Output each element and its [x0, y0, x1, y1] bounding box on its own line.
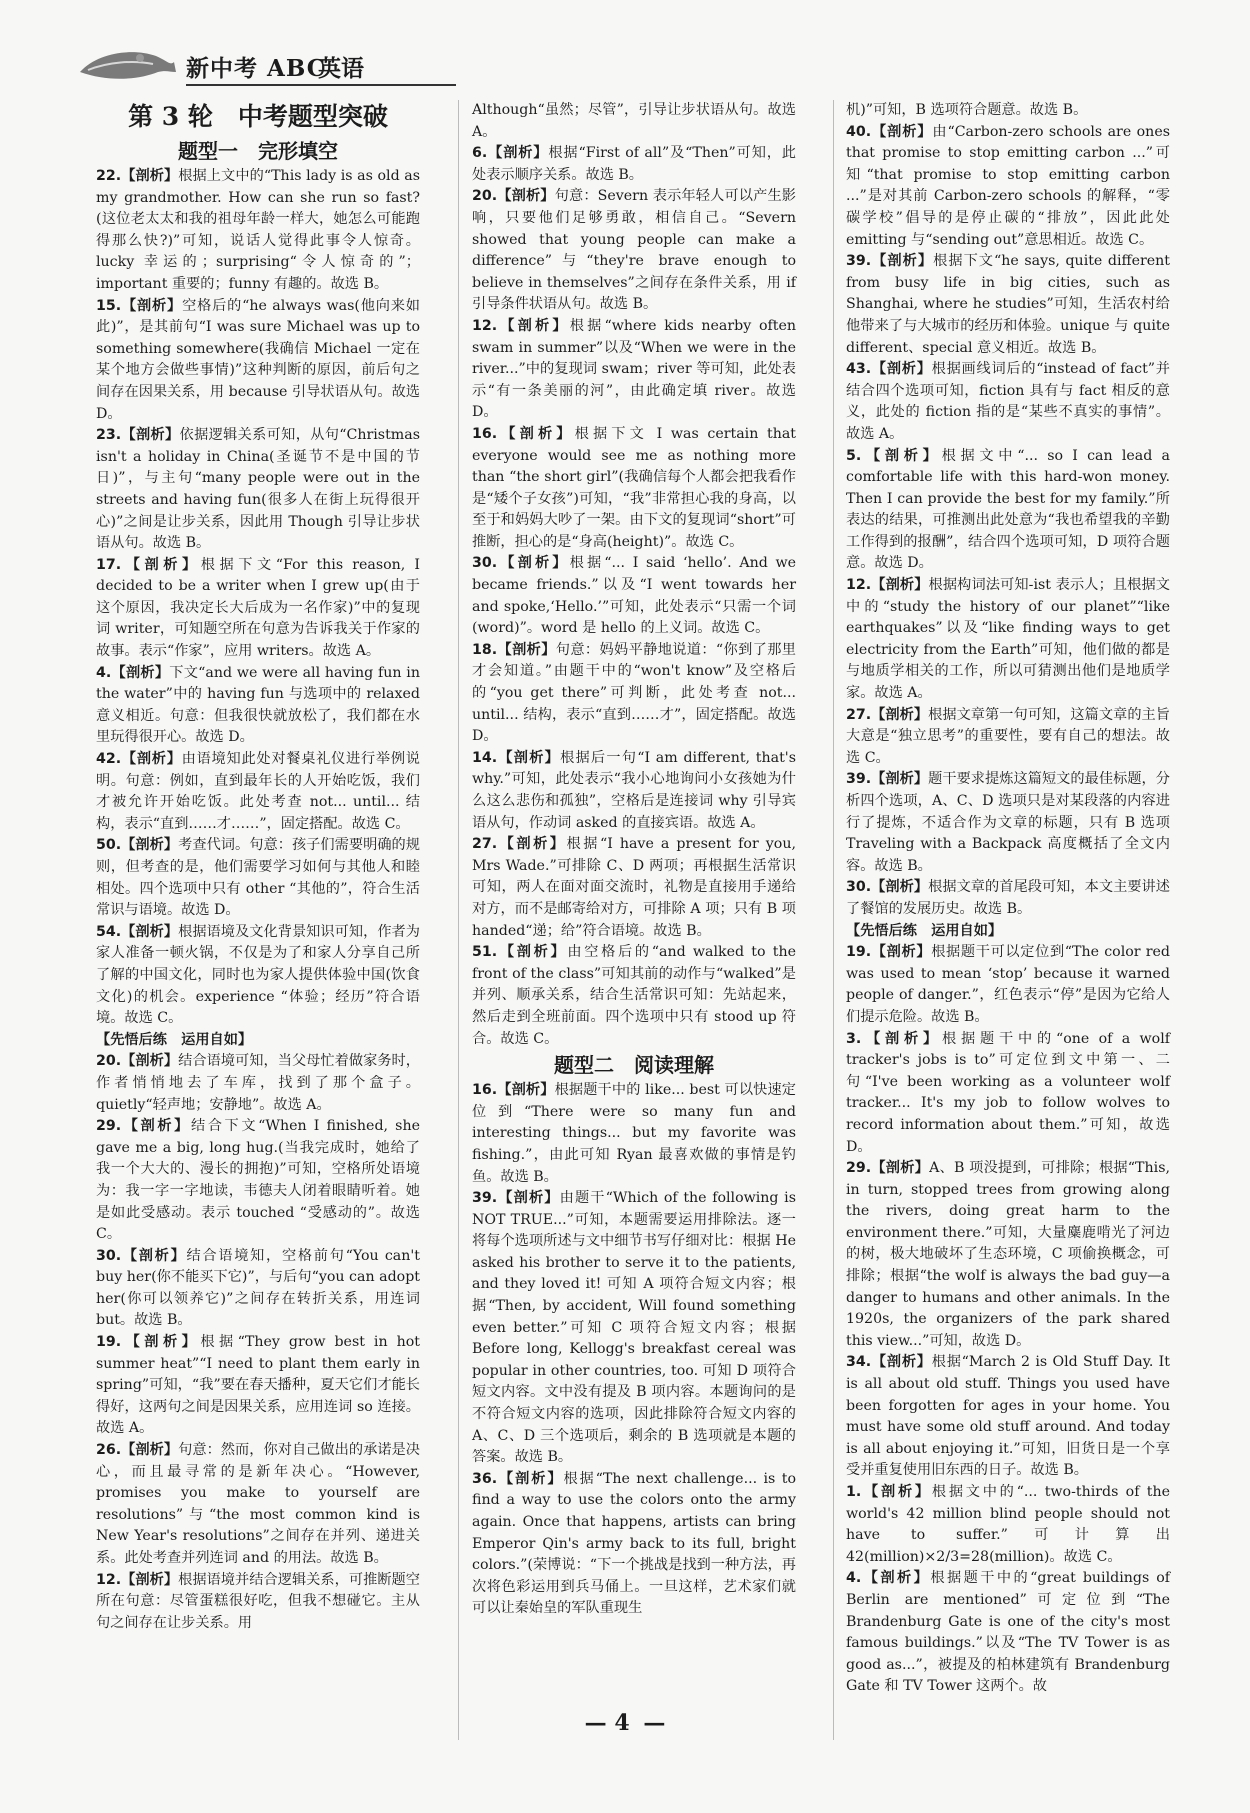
question-number: 20.	[96, 1053, 122, 1070]
answer-entry	[846, 1158, 1170, 1352]
practice-section-label: 【先悟后练 运用自如】	[96, 1031, 253, 1048]
analysis-text: 根据“... I said ‘hello’. And we became friends.”以及“I went towards her and spoke,‘Hello.’”可知，此处表示“只需一个词(word)”。word 是 hello 的上义词。故选 C。	[472, 555, 796, 637]
answer-entry	[472, 942, 796, 1050]
analysis-tag: 【剖析】	[121, 1053, 179, 1070]
analysis-tag: 【剖析】	[871, 361, 932, 378]
analysis-text: 结合语境知，空格前句“You can't buy her(你不能买下它)”，与后句“you can adopt her(你可以领养它)”之间存在转折关系，用连词 but。故选 B。	[96, 1247, 420, 1329]
analysis-text: 空格后的“he always was(他向来如此)”，是其前句“I was sure Michael was up to something somewhere(我确信 Michael 一定在某个地方会做些事情)”这种判断的原因，前后句之间存在因果关系，用 because 引导状语从句。故选 D。	[96, 297, 420, 422]
analysis-tag: 【剖析】	[871, 771, 929, 788]
answer-entry	[96, 1051, 420, 1116]
question-number: 12.	[96, 1571, 122, 1588]
analysis-text: A、B 项没提到，可排除；根据“This, in turn, stopped trees from growing along the rivers, doing great harm to the environment there.”可知，大量麋鹿啃光了河边的树，极大地破坏了生态环境，C 项偷换概念，可排除；根据“the wolf is always the bad guy—a danger to humans and other animals. In the 1920s, the organizers of the park shared this view...”可知，故选 D。	[846, 1160, 1170, 1349]
page-number: 4	[614, 1710, 636, 1736]
column-2	[472, 100, 796, 1620]
question-number: 23.	[96, 427, 122, 444]
analysis-text: 根据题干中的“great buildings of Berlin are mentioned”可定位到“The Brandenburg Gate is one of the city's most famous buildings.”以及“The TV Tower is as good as...”，被提及的柏林建筑有 Brandenburg Gate 和 TV Tower 这两个。故	[846, 1570, 1170, 1695]
analysis-tag: 【剖析】	[487, 145, 549, 162]
answer-entry	[846, 1352, 1170, 1482]
analysis-text: 由语境知此处对餐桌礼仪进行举例说明。句意：例如，直到最年长的人开始吃饭，我们才被允许开始吃饭。此处考查 not... until... 结构，表示“直到……才……”，固定搭配。故选 C。	[96, 751, 420, 832]
analysis-tag: 【剖析】	[121, 297, 183, 314]
analysis-tag: 【剖析】	[861, 1570, 931, 1587]
analysis-tag: 【剖析】	[121, 837, 179, 854]
answer-entry	[472, 834, 796, 942]
analysis-tag: 【剖析】	[861, 447, 942, 464]
analysis-tag: 【剖析】	[121, 1442, 179, 1459]
analysis-tag: 【剖析】	[121, 1334, 201, 1351]
question-number: 4.	[96, 664, 112, 681]
analysis-tag: 【剖析】	[121, 427, 180, 444]
analysis-text: 根据文章的首尾段可知，本文主要讲述了餐馆的发展历史。故选 B。	[846, 879, 1170, 917]
analysis-tag: 【剖析】	[861, 1030, 943, 1047]
answer-entry	[96, 663, 420, 749]
analysis-text: 根据文章第一句可知，这篇文章的主旨大意是“独立思考”的重要性，要有自己的想法。故选 C。	[846, 706, 1170, 766]
question-number: 30.	[472, 555, 498, 572]
question-number: 22.	[96, 168, 122, 184]
analysis-tag: 【剖析】	[871, 253, 934, 270]
analysis-tag: 【剖析】	[121, 1118, 191, 1135]
question-number: 6.	[472, 145, 488, 162]
answer-entry	[472, 1188, 796, 1469]
answer-entry	[96, 425, 420, 555]
page-footer: — 4 —	[584, 1710, 666, 1736]
analysis-text: 根据“They grow best in hot summer heat”“I need to plant them early in spring”可知，“我”要在春天播种，夏天它们才能长得好，这两句之间是因果关系，应用连词 so 连接。故选 A。	[96, 1334, 420, 1437]
answer-entry	[96, 1570, 420, 1635]
question-number: 17.	[96, 556, 122, 573]
answer-entry	[472, 424, 796, 554]
analysis-text: 根据“I have a present for you, Mrs Wade.”可排除 C、D 两项；再根据生活常识可知，两人在面对面交流时，礼物是直接用手递给对方，而不是邮寄给对方，可排除 A 项；只有 B 项 handed“递；给”符合语境。故选 B。	[472, 836, 796, 939]
analysis-text: 根据“The next challenge... is to find a way to use the colors onto the army again. Once that happens, artists can bring Emperor Qin's army back to its full, bright colors.”(荣博说：“下一个挑战是找到一种方法，再次将色彩运用到兵马俑上。一旦这样，艺术家们就可以让秦始皇的军队重现生	[472, 1470, 796, 1617]
practice-section-label: 【先悟后练 运用自如】	[846, 922, 1003, 939]
analysis-text: 根据题干可以定位到“The color red was used to mean ‘stop’ because it warned people of danger.”，红色表示“停”是因为它给人们提示危险。故选 B。	[846, 944, 1170, 1025]
analysis-tag: 【剖析】	[871, 944, 932, 961]
question-number: 54.	[96, 923, 122, 940]
analysis-text: 根据语境及文化背景知识可知，作者为家人准备一顿火锅，不仅是为了和家人分享自己所了解的中国文化，同时也为家人提供体验中国(饮食文化)的机会。experience “体验；经历”符合语境。故选 C。	[96, 923, 420, 1027]
question-number: 34.	[846, 1354, 872, 1371]
analysis-text: 句意：然而，你对自己做出的承诺是决心，而且最寻常的是新年决心。“However, promises you make to yourself are resolutions”与“the most common kind is New Year's resolutions”之间存在并列、递进关系。此处考查并列连词 and 的用法。故选 B。	[96, 1442, 420, 1566]
question-number: 4.	[846, 1570, 862, 1587]
analysis-tag: 【剖析】	[497, 1190, 560, 1207]
analysis-text: 由题干“Which of the following is NOT TRUE...”可知，本题需要运用排除法。逐一将每个选项所述与文中细节书写仔细对比：根据 He asked his brother to serve it to the patients, and they loved it! 可知 A 项符合短文内容；根据“Then, by accident, Will found something even better.”可知 C 项符合短文内容；根据 Before long, Kellogg's breakfast cereal was popular in other countries, too. 可知 D 项符合短文内容。文中没有提及 B 项内容。本题询问的是不符合短文内容的选项，因此排除符合短文内容的 A、C、D 三个选项后，剩余的 B 选项就是本题的答案。故选 B。	[472, 1190, 796, 1466]
question-number: 19.	[96, 1334, 122, 1351]
continued-text: 机)”可知，B 选项符合题意。故选 B。	[846, 102, 1088, 118]
analysis-text: 下文“and we were all having fun in the water”中的 having fun 与选项中的 relaxed 意义相近。句意：但我很快就放松了，我们都在水里玩得很开心。故选 D。	[96, 664, 420, 746]
analysis-text: 根据下文 I was certain that everyone would see me as nothing more than “the short girl”(我确信每个人都会把我看作是“矮个子女孩”)可知，“我”非常担心我的身高，以至于和妈妈大吵了一架。由下文的复现词“short”可推断，担心的是“身高(height)”。故选 C。	[472, 425, 796, 550]
answer-entry	[846, 1482, 1170, 1568]
question-number: 19.	[846, 944, 872, 961]
analysis-text: 句意：妈妈平静地说道：“你到了那里才会知道。”由题干中的“won't know”及空格后的“you get there”可判断，此处考查 not... until... 结构，表示“直到……才”，固定搭配。故选 D。	[472, 641, 796, 745]
answer-entry	[96, 835, 420, 921]
analysis-text: 根据文中“... so I can lead a comfortable life with this hard-won money. Then I can provide the best for my family.”所表达的结果，可推测出此处意为“我也希望我的辛勤工作得到的报酬”，结合四个选项可知，D 项符合题意。故选 D。	[846, 447, 1170, 572]
question-number: 43.	[846, 361, 872, 378]
answer-entry	[846, 1568, 1170, 1698]
column-1	[96, 100, 420, 1634]
question-number: 16.	[472, 1082, 498, 1099]
continued-text: Although“虽然；尽管”，引导让步状语从句。故选 A。	[472, 102, 796, 140]
answer-entry	[96, 922, 420, 1030]
answer-entry	[96, 749, 420, 835]
analysis-tag: 【剖析】	[121, 751, 182, 768]
question-type-title: 题型二 阅读理解	[554, 1053, 714, 1078]
subject-label: 英语	[318, 55, 364, 82]
answer-entry	[96, 296, 420, 426]
whale-logo-icon	[78, 42, 178, 86]
analysis-text: 结合语境可知，当父母忙着做家务时，作者悄悄地去了车库，找到了那个盒子。quietly“轻声地；安静地”。故选 A。	[96, 1053, 420, 1113]
question-number: 18.	[472, 641, 498, 658]
column-3	[846, 100, 1170, 1698]
question-type-title: 题型一 完形填空	[178, 139, 338, 163]
answer-entry	[846, 251, 1170, 359]
analysis-tag: 【剖析】	[497, 1082, 555, 1099]
analysis-tag: 【剖析】	[871, 1354, 932, 1371]
analysis-text: 根据画线词后的“instead of fact”并结合四个选项可知，fiction 具有与 fact 相反的意义，此处的 fiction 指的是“某些不真实的事情”。故选 A。	[846, 361, 1170, 442]
question-number: 39.	[846, 771, 872, 788]
analysis-tag: 【剖析】	[497, 944, 568, 961]
answer-entry	[472, 748, 796, 834]
question-number: 29.	[96, 1118, 122, 1135]
analysis-tag: 【剖析】	[497, 317, 570, 334]
question-number: 27.	[472, 836, 498, 853]
analysis-text: 根据构词法可知-ist 表示人；且根据文中的“study the history of our planet”“like earthquakes”以及“like finding ways to get electricity from the Earth”可知，他们做的都是与地质学相关的工作，所以可猜测出他们是地质学家。故选 A。	[846, 577, 1170, 702]
analysis-tag: 【剖析】	[497, 555, 570, 572]
answer-entry	[846, 122, 1170, 252]
answer-entry	[96, 166, 420, 296]
analysis-text: 由“Carbon-zero schools are ones that promise to stop emitting carbon ...”可知“that promise to stop emitting carbon ...”是对其前 Carbon-zero schools 的解释，“零碳学校”倡导的是停止碳的“排放”，因此此处 emitting 与“sending out”意思相近。故选 C。	[846, 123, 1170, 248]
header-rule	[186, 84, 456, 86]
question-number: 27.	[846, 706, 872, 723]
question-number: 36.	[472, 1470, 498, 1487]
section-title: 第 3 轮 中考题型突破	[128, 102, 388, 131]
question-number: 12.	[472, 317, 498, 334]
analysis-tag: 【剖析】	[497, 1470, 564, 1487]
question-number: 26.	[96, 1442, 122, 1459]
analysis-tag: 【剖析】	[111, 664, 170, 681]
answer-entry	[472, 143, 796, 186]
answer-entry	[846, 705, 1170, 770]
analysis-tag: 【剖析】	[871, 1160, 930, 1177]
question-number: 29.	[846, 1160, 872, 1177]
answer-entry	[846, 942, 1170, 1028]
answer-entry	[472, 553, 796, 639]
question-number: 40.	[846, 123, 872, 140]
analysis-text: 根据语境并结合逻辑关系，可推断题空所在句意：尽管蛋糕很好吃，但我不想碰它。主从句之间存在让步关系。用	[96, 1571, 420, 1631]
question-number: 15.	[96, 297, 122, 314]
question-number: 39.	[846, 253, 872, 270]
analysis-text: 依据逻辑关系可知，从句“Christmas isn't a holiday in China(圣诞节不是中国的节日)”，与主句“many people were out in the streets and having fun(很多人在街上玩得很开心)”之间是让步关系，因此用 Though 引导让步状语从句。故选 B。	[96, 427, 420, 552]
analysis-text: 根据文中的“... two-thirds of the world's 42 million blind people should not have to suffer.”可计算出 42(million)×2/3=28(million)。故选 C。	[846, 1484, 1170, 1565]
page-header	[78, 40, 498, 88]
analysis-tag: 【剖析】	[497, 641, 556, 658]
answer-entry	[846, 446, 1170, 576]
question-number: 3.	[846, 1030, 862, 1047]
answer-entry	[472, 1080, 796, 1188]
question-number: 14.	[472, 749, 498, 766]
analysis-text: 根据下文“For this reason, I decided to be a writer when I grew up(由于这个原因，我决定长大后成为一名作家)”中的复现词 writer，可知题空所在句意为告诉我关于作家的故事。表示“作家”，应用 writers。故选 A。	[96, 556, 420, 660]
analysis-tag: 【剖析】	[497, 836, 567, 853]
analysis-text: 由空格后的“and walked to the front of the class”可知其前的动作与“walked”是并列、顺承关系，结合生活常识可知：先站起来，然后走到全班前面。四个选项中只有 stood up 符合。故选 C。	[472, 944, 796, 1047]
answer-entry	[96, 1246, 420, 1332]
question-number: 30.	[96, 1247, 122, 1264]
question-number: 5.	[846, 447, 862, 464]
column-divider	[458, 100, 459, 1740]
analysis-text: 根据“First of all”及“Then”可知，此处表示顺序关系。故选 B。	[472, 145, 796, 183]
answer-entry	[846, 359, 1170, 445]
analysis-text: 根据题干中的 like... best 可以快速定位到“There were so many fun and interesting things... but my favorite was fishing.”，由此可知 Ryan 最喜欢做的事情是钓鱼。故选 B。	[472, 1082, 796, 1185]
book-title: 新中考 ABC	[186, 55, 327, 82]
analysis-tag: 【剖析】	[871, 706, 929, 723]
answer-entry	[846, 877, 1170, 920]
analysis-tag: 【剖析】	[497, 749, 561, 766]
analysis-text: 根据“where kids nearby often swam in summer”以及“When we were in the river...”中的复现词 swam；river 等可知，此处表示“有一条美丽的河”，由此确定填 river。故选 D。	[472, 317, 796, 421]
question-number: 12.	[846, 577, 872, 594]
answer-entry	[472, 186, 796, 316]
answer-entry	[96, 1116, 420, 1246]
answer-entry	[96, 555, 420, 663]
analysis-tag: 【剖析】	[121, 556, 201, 573]
answer-entry	[846, 769, 1170, 877]
analysis-tag: 【剖析】	[121, 1247, 187, 1264]
analysis-text: 题干要求提炼这篇短文的最佳标题，分析四个选项，A、C、D 选项只是对某段落的内容进行了提炼，不适合作为文章的标题，只有 B 选项 Traveling with a Backpack 高度概括了全文内容。故选 B。	[846, 771, 1170, 874]
analysis-tag: 【剖析】	[861, 1484, 932, 1500]
analysis-tag: 【剖析】	[497, 425, 575, 442]
question-number: 30.	[846, 879, 872, 896]
analysis-text: 根据后一句“I am different, that's why.”可知，此处表示“我小心地询问小女孩她为什么这么悲伤和孤独”，空格后是连接词 why 引导宾语从句，作动词 asked 的直接宾语。故选 A。	[472, 749, 796, 831]
answer-entry	[846, 575, 1170, 705]
question-number: 20.	[472, 188, 498, 205]
analysis-tag: 【剖析】	[121, 1571, 179, 1588]
analysis-tag: 【剖析】	[497, 188, 555, 205]
answer-entry	[472, 1469, 796, 1620]
question-number: 39.	[472, 1190, 498, 1207]
analysis-text: 根据上文中的“This lady is as old as my grandmother. How can she run so fast?(这位老太太和我的祖母年龄一样大，她怎么可能跑得那么快?)”可知，说话人觉得此事令人惊奇。lucky 幸运的；surprising“令人惊奇的”；important 重要的；funny 有趣的。故选 B。	[96, 168, 420, 292]
answer-entry	[472, 316, 796, 424]
analysis-tag: 【剖析】	[871, 879, 929, 896]
analysis-text: 根据下文“he says, quite different from busy life in big cities, such as Shanghai, where he studies”可知，生活农村给他带来了与大城市的经历和体验。unique 与 quite different、special 意义相近。故选 B。	[846, 253, 1170, 356]
answer-entry	[96, 1440, 420, 1570]
analysis-tag: 【剖析】	[871, 577, 929, 594]
analysis-text: 根据“March 2 is Old Stuff Day. It is all about old stuff. Things you used have been forgotten for ages in your home. You must have some old stuff around. And today is all about enjoying it.”可知，旧货日是一个享受并重复使用旧东西的日子。故选 B。	[846, 1354, 1170, 1479]
analysis-tag: 【剖析】	[121, 923, 179, 940]
analysis-text: 句意：Severn 表示年轻人可以产生影响，只要他们足够勇敢，相信自己。“Severn showed that young people can make a difference”与“they're brave enough to believe in themselves”之间存在条件关系，用 if 引导条件状语从句。故选 B。	[472, 188, 796, 313]
column-divider	[833, 100, 834, 1740]
analysis-text: 结合下文“When I finished, she gave me a big, long hug.(当我完成时，她给了我一个大大的、漫长的拥抱)”可知，空格所处语境为：我一字一字地读，韦德夫人闭着眼睛听着。她是如此受感动。表示 touched “受感动的”。故选 C。	[96, 1118, 420, 1243]
question-number: 51.	[472, 944, 498, 961]
analysis-text: 根据题干中的“one of a wolf tracker's jobs is to”可定位到文中第一、二句“I've been working as a volunteer wolf tracker... It's my job to follow wolves to record information about them.”可知，故选 D。	[846, 1030, 1170, 1155]
answer-entry	[96, 1332, 420, 1440]
analysis-tag: 【剖析】	[121, 168, 179, 184]
question-number: 42.	[96, 751, 122, 768]
analysis-text: 考查代词。句意：孩子们需要明确的规则，但考查的是，他们需要学习如何与其他人和睦相处。四个选项中只有 other “其他的”，符合生活常识与语境。故选 D。	[96, 837, 420, 919]
question-number: 1.	[846, 1484, 862, 1500]
answer-entry	[846, 1029, 1170, 1159]
question-number: 50.	[96, 837, 122, 854]
answer-entry	[472, 640, 796, 748]
question-number: 16.	[472, 425, 498, 442]
analysis-tag: 【剖析】	[871, 123, 933, 140]
